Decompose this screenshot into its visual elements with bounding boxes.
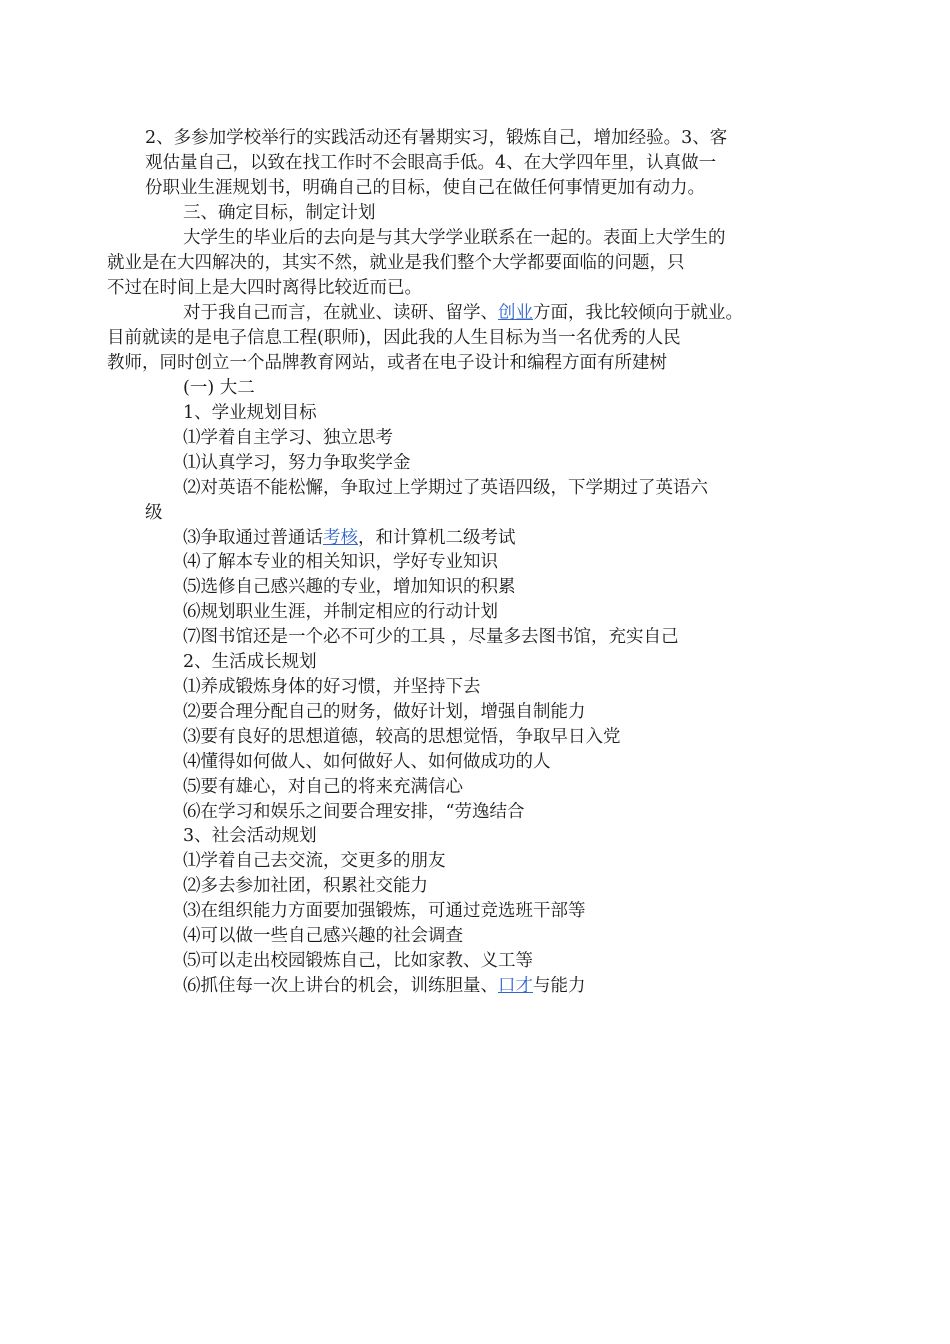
social-title: 3、社会活动规划 — [183, 826, 317, 847]
academic-item-english — [145, 476, 815, 501]
speaking-text-after: 与能力 — [533, 975, 586, 996]
assessment-link[interactable]: 考核 — [323, 527, 358, 548]
year-heading: (一) 大二 — [183, 378, 255, 398]
self-line-3: 教师，同时创立一个品牌教育网站，或者在电子设计和编程方面有所建树 — [107, 353, 667, 373]
intro-line-3: 份职业生涯规划书，明确自己的目标，使自己在做任何事情更加有动力。 — [145, 178, 705, 198]
life-item: ⑵要合理分配自己的财务，做好计划，增强自制能力 — [183, 701, 586, 722]
self-text-before-link: 对于我自己而言，在就业、读研、留学、 — [183, 303, 498, 323]
social-item: ⑴学着自己去交流，交更多的朋友 — [183, 851, 446, 872]
intro-paragraph — [145, 126, 815, 201]
academic-item: ⑷了解本专业的相关知识，学好专业知识 — [183, 552, 498, 573]
social-item: ⑵多去参加社团，积累社交能力 — [183, 876, 428, 897]
document-body — [107, 126, 815, 999]
putonghua-text-after: ，和计算机二级考试 — [358, 527, 516, 548]
academic-item: ⑴认真学习，努力争取奖学金 — [183, 452, 411, 473]
intro-line-2: 观估量自己，以致在找工作时不会眼高手低。4、在大学四年里，认真做一 — [145, 153, 717, 173]
life-title: 2、生活成长规划 — [183, 652, 317, 673]
life-item: ⑹在学习和娱乐之间要合理安排，“劳逸结合 — [183, 801, 525, 822]
academic-item-putonghua — [145, 526, 815, 551]
section-3-heading: 三、确定目标，制定计划 — [183, 203, 376, 223]
social-item: ⑸可以走出校园锻炼自己，比如家教、义工等 — [183, 950, 533, 971]
english-line-2: 级 — [145, 502, 163, 523]
entrepreneurship-link[interactable]: 创业 — [498, 303, 533, 323]
goal-line-3: 不过在时间上是大四时离得比较近而已。 — [107, 278, 422, 298]
goal-line-2: 就业是在大四解决的，其实不然，就业是我们整个大学都要面临的问题，只 — [107, 253, 685, 273]
self-line-2: 目前就读的是电子信息工程(职师)，因此我的人生目标为当一名优秀的人民 — [107, 328, 681, 348]
social-item: ⑶在组织能力方面要加强锻炼，可通过竞选班干部等 — [183, 901, 586, 922]
english-line-1: ⑵对英语不能松懈，争取过上学期过了英语四级，下学期过了英语六 — [183, 477, 708, 498]
self-text-after-link: 方面，我比较倾向于就业。 — [533, 303, 743, 323]
social-item: ⑷可以做一些自己感兴趣的社会调查 — [183, 926, 463, 947]
life-item: ⑴养成锻炼身体的好习惯，并坚持下去 — [183, 676, 481, 697]
goal-line-1: 大学生的毕业后的去向是与其大学学业联系在一起的。表面上大学生的 — [183, 228, 726, 248]
speaking-text-before: ⑹抓住每一次上讲台的机会，训练胆量、 — [183, 975, 498, 996]
life-item: ⑸要有雄心，对自己的将来充满信心 — [183, 776, 463, 797]
social-item-speaking — [145, 974, 815, 999]
self-paragraph — [107, 301, 815, 376]
academic-item: ⑺图书馆还是一个必不可少的工具 ，尽量多去图书馆，充实自己 — [183, 627, 679, 648]
eloquence-link[interactable]: 口才 — [498, 975, 533, 996]
academic-title: 1、学业规划目标 — [183, 402, 317, 423]
academic-item: ⑸选修自己感兴趣的专业，增加知识的积累 — [183, 577, 516, 598]
academic-item: ⑹规划职业生涯，并制定相应的行动计划 — [183, 602, 498, 623]
life-item: ⑷懂得如何做人、如何做好人、如何做成功的人 — [183, 751, 551, 772]
intro-line-1: 2、多参加学校举行的实践活动还有暑期实习，锻炼自己，增加经验。3、客 — [145, 128, 728, 148]
putonghua-text-before: ⑶争取通过普通话 — [183, 527, 323, 548]
goal-paragraph — [107, 226, 815, 301]
academic-item: ⑴学着自主学习、独立思考 — [183, 427, 393, 448]
life-item: ⑶要有良好的思想道德，较高的思想觉悟，争取早日入党 — [183, 726, 621, 747]
